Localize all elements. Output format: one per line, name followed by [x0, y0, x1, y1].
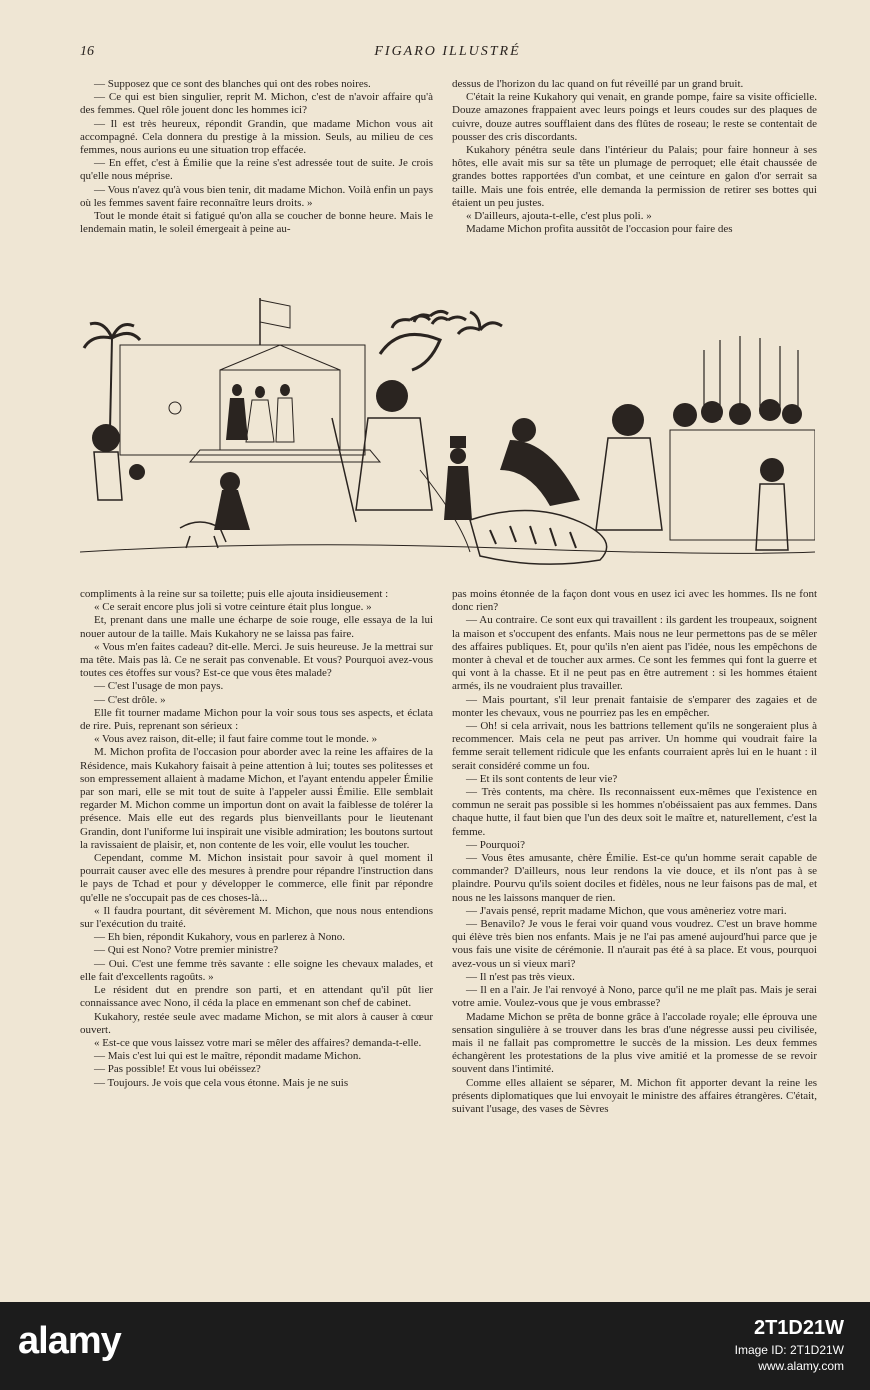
paragraph: Madame Michon profita aussitôt de l'occasion pour faire des [466, 223, 733, 236]
paragraph: Kukahory, restée seule avec madame Michon, se mit alors à causer à cœur ouvert. [80, 1010, 433, 1036]
ground-line [80, 545, 815, 554]
paragraph: Tout le monde était si fatigué qu'on alla se coucher de bonne heure. Mais le lendemain matin, le soleil émergeait à peine au- [80, 210, 433, 236]
page-number: 16 [80, 44, 94, 59]
paragraph: Elle fit tourner madame Michon pour la voir sous tous ses aspects, et éclata de rire. Puis, reprenant son sérieux : [80, 706, 433, 733]
tiger-skin-rug [470, 510, 607, 564]
paragraph: — Ce qui est bien singulier, reprit M. Michon, c'est de n'avoir affaire qu'à des femmes. Quel rôle jouent donc les hommes ici? [80, 91, 433, 117]
paragraph: — Il n'est pas très vieux. [466, 970, 575, 983]
paragraph: — C'est drôle. » [94, 693, 166, 706]
paragraph: — Vous n'avez qu'à vous bien tenir, dit madame Michon. Voilà enfin un pays où les femmes savent faire reconnaître leurs droits. » [80, 183, 433, 209]
paragraph: — Qui est Nono? Votre premier ministre? [94, 944, 279, 957]
running-title: FIGARO ILLUSTRÉ [374, 44, 521, 59]
amazon-warriors-group [596, 399, 815, 550]
image-id-block [734, 1317, 844, 1374]
alamy-logo: alamy [18, 1320, 121, 1362]
paragraph: « Ce serait encore plus joli si votre ceinture était plus longue. » [94, 601, 372, 614]
paragraph: — Oh! si cela arrivait, nous les battrions tellement qu'ils ne songeraient plus à recommencer. Mais cela ne peut pas arriver. Un homme qui voudrait faire la femme serait tellement ridicule que les enfants courraient après lui en le huant : il serait considéré comme un fou. [452, 720, 817, 772]
boy-with-top-hat-figure [444, 436, 472, 520]
paragraph: — Benavilo? Je vous le ferai voir quand vous voudrez. C'est un brave homme qui élève très bien nos enfants. Mais je ne l'ai pas amené aujourd'hui parce que je vous fais une visite de cérémonie. Il n'aurait pas été à sa place. Et vous, pourquoi avez-vous un si vieux mari? [452, 918, 817, 970]
paragraph: — Toujours. Je vois que cela vous étonne. Mais je ne suis [94, 1076, 349, 1089]
paragraph: Madame Michon se prêta de bonne grâce à l'accolade royale; elle éprouva une sensation singulière à se trouver dans les bras d'une négresse aussi peu civilisée, mais il ne fallait pas compromettre le succès de la mission. Les deux femmes échangèrent les protestations de la plus vive amitié et la promesse de se revoir souvent dans l'intimité. [452, 1010, 817, 1076]
paragraph: Le résident dut en prendre son parti, et en attendant qu'il pût lier connaissance avec Nono, il céda la place en emmenant son chef de cabinet. [80, 984, 433, 1010]
page-header [80, 44, 815, 64]
image-id-label: Image ID: 2T1D21W [734, 1343, 844, 1357]
villager-figures-left [92, 402, 250, 530]
column-bottom-right [452, 588, 817, 1116]
paragraph: Et, prenant dans une malle une écharpe de soie rouge, elle essaya de la lui nouer autour de la taille. Mais Kukahory ne se laissa pas faire. [80, 614, 433, 640]
paragraph: « Vous avez raison, dit-elle; il faut faire comme tout le monde. » [94, 733, 378, 746]
column-top-left [80, 78, 433, 236]
paragraph: — Il est très heureux, répondit Grandin, que madame Michon vous ait accompagné. Cela donnera du prestige à la mission. Seuls, au milieu de ces femmes, nous aurions eu une situation trop effacée. [80, 117, 433, 157]
paragraph: — Eh bien, répondit Kukahory, vous en parlerez à Nono. [94, 931, 345, 944]
paragraph: pas moins étonnée de la façon dont vous en usez ici avec les hommes. Ils ne font donc rien? [452, 588, 817, 614]
paragraph: — Pas possible! Et vous lui obéissez? [94, 1063, 261, 1076]
paragraph: Kukahory pénétra seule dans l'intérieur du Palais; pour faire honneur à ses hôtes, elle avait mis sur sa tête un plumage de perroquet; elle était chaussée de grandes bottes rapportées d'un combat, et une ceinture en galon d'or serrait sa taille. Mais une fois entrée, elle demanda la permission de retirer ses bottes qui étaient un peu justes. [452, 144, 817, 209]
paragraph: C'était la reine Kukahory qui venait, en grande pompe, faire sa visite officielle. Douze amazones frappaient avec leurs poings et leurs coudes sur des plaques de cuivre, douze autres soufflaient dans des flûtes de roseau; le reste se contentait de pousser des cris discordants. [452, 91, 817, 143]
stock-watermark-band [0, 1302, 870, 1390]
paragraph: Comme elles allaient se séparer, M. Michon fit apporter devant la reine les présents diplomatiques que lui envoyait le ministre des affaires étrangères. C'était, suivant l'usage, des vases de Sèvres [452, 1076, 817, 1115]
image-id: 2T1D21W [753, 1317, 844, 1339]
paragraph: « Il faudra pourtant, dit sévèrement M. Michon, que nous nous entendions sur l'exécution du traité. [80, 904, 433, 931]
paragraph: — Mais c'est lui qui est le maître, répondit madame Michon. [94, 1050, 362, 1063]
paragraph: — Supposez que ce sont des blanches qui ont des robes noires. [94, 78, 371, 90]
paragraph: — Mais pourtant, s'il leur prenait fantaisie de s'emparer des zagaies et de monter les chevaux, vous ne pourriez pas les en empêcher. [452, 693, 817, 719]
paragraph: compliments à la reine sur sa toilette; puis elle ajouta insidieusement : [80, 588, 389, 600]
paragraph: — J'avais pensé, reprit madame Michon, que vous amèneriez votre mari. [466, 904, 787, 917]
paragraph: — Au contraire. Ce sont eux qui travaillent : ils gardent les troupeaux, soignent la maison et s'occupent des enfants. Mais nous ne leur permettons pas de se mêler des affaires publiques. Et, pour qu'ils n'en aient pas l'idée, nous les empêchons de monter à cheval et de toucher aux armes. Ce sont les femmes qui font la guerre et qui vont à la chasse. Et il ne peut pas en être autrement : si les hommes étaient armés, ils ne voudraient plus travailler. [452, 614, 817, 693]
paragraph: — Oui. C'est une femme très savante : elle soigne les chevaux malades, et elle fait d'excellents ragoûts. » [80, 957, 433, 983]
paragraph: — Vous êtes amusante, chère Émilie. Est-ce qu'un homme serait capable de commander? D'ailleurs, nous leur rendons la vie douce, et ils n'ont pas à se plaindre. Pourvu qu'ils soient dociles et fidèles, nous ne leur faisons pas de mal, et nous ne les laissons manquer de rien. [452, 852, 817, 904]
palm-tree-left [84, 323, 140, 430]
paragraph: « Est-ce que vous laissez votre mari se mêler des affaires? demanda-t-elle. [94, 1036, 422, 1049]
residence-building [120, 298, 380, 462]
michon-group-figures [226, 384, 294, 442]
column-top-right [452, 78, 817, 236]
paragraph: — Il en a l'air. Je l'ai renvoyé à Nono, parce qu'il ne me plaît pas. Mais je serai votre amie. Voulez-vous que je vous embrasse? [452, 984, 817, 1010]
paragraph: « Vous m'en faites cadeau? dit-elle. Merci. Je suis heureuse. Je la mettrai sur ma tête. Mais pas là. Ce ne serait pas convenable. Et vous? Pourquoi avez-vous toutes ces étoffes sur vous? Est-ce que vous êtes malade? [80, 640, 433, 680]
paragraph: — En effet, c'est à Émilie que la reine s'est adressée tout de suite. Je crois qu'elle nous méprise. [80, 157, 433, 183]
paragraph: Cependant, comme M. Michon insistait pour savoir à quel moment il pourrait causer avec elle des mesures à prendre pour répandre l'instruction dans le pays de Tchad et pour y développer le commerce, elle finit par répondre qu'elle ne s'occupait pas de ces choses-là... [80, 852, 433, 904]
paragraph: — C'est l'usage de mon pays. [94, 680, 224, 693]
paragraph: — Et ils sont contents de leur vie? [466, 772, 618, 785]
bowing-man-figure [500, 418, 580, 506]
paragraph: — Pourquoi? [466, 838, 525, 851]
paragraph: « D'ailleurs, ajouta-t-elle, c'est plus poli. » [466, 210, 652, 223]
paragraph: — Très contents, ma chère. Ils reconnaissent eux-mêmes que l'existence en commun ne serait pas possible si les hommes n'obéissaient pas aux femmes. Dans chaque hutte, il faut bien que l'un des deux soit le maître et, naturellement, c'est la femme. [452, 786, 817, 838]
watermark-url: www.alamy.com [758, 1359, 844, 1373]
paragraph: M. Michon profita de l'occasion pour aborder avec la reine les affaires de la Résidence, mais Kukahory faisait à peine attention à lui; toutes ses politesses et son empressement allaient à madame Michon, et l'ayant entendu appeler Émilie par son mari, elle se mit tout de suite à l'appeler aussi Émilie. Elle semblait regarder M. Michon comme un importun dont on avait la faiblesse de tolérer la présence. Mais elle eut des regards plus bienveillants pour le lieutenant Grandin, dont l'uniforme lui inspirait une visible admiration; les boutons surtout la ravissaient de plaisir, et, non contente de les voir, elle voulut les toucher. [80, 746, 433, 851]
column-bottom-left [80, 588, 433, 1090]
palm-trees-center [392, 311, 502, 334]
paragraph: dessus de l'horizon du lac quand on fut réveillé par un grand bruit. [452, 78, 744, 90]
engraving-illustration [80, 290, 815, 582]
